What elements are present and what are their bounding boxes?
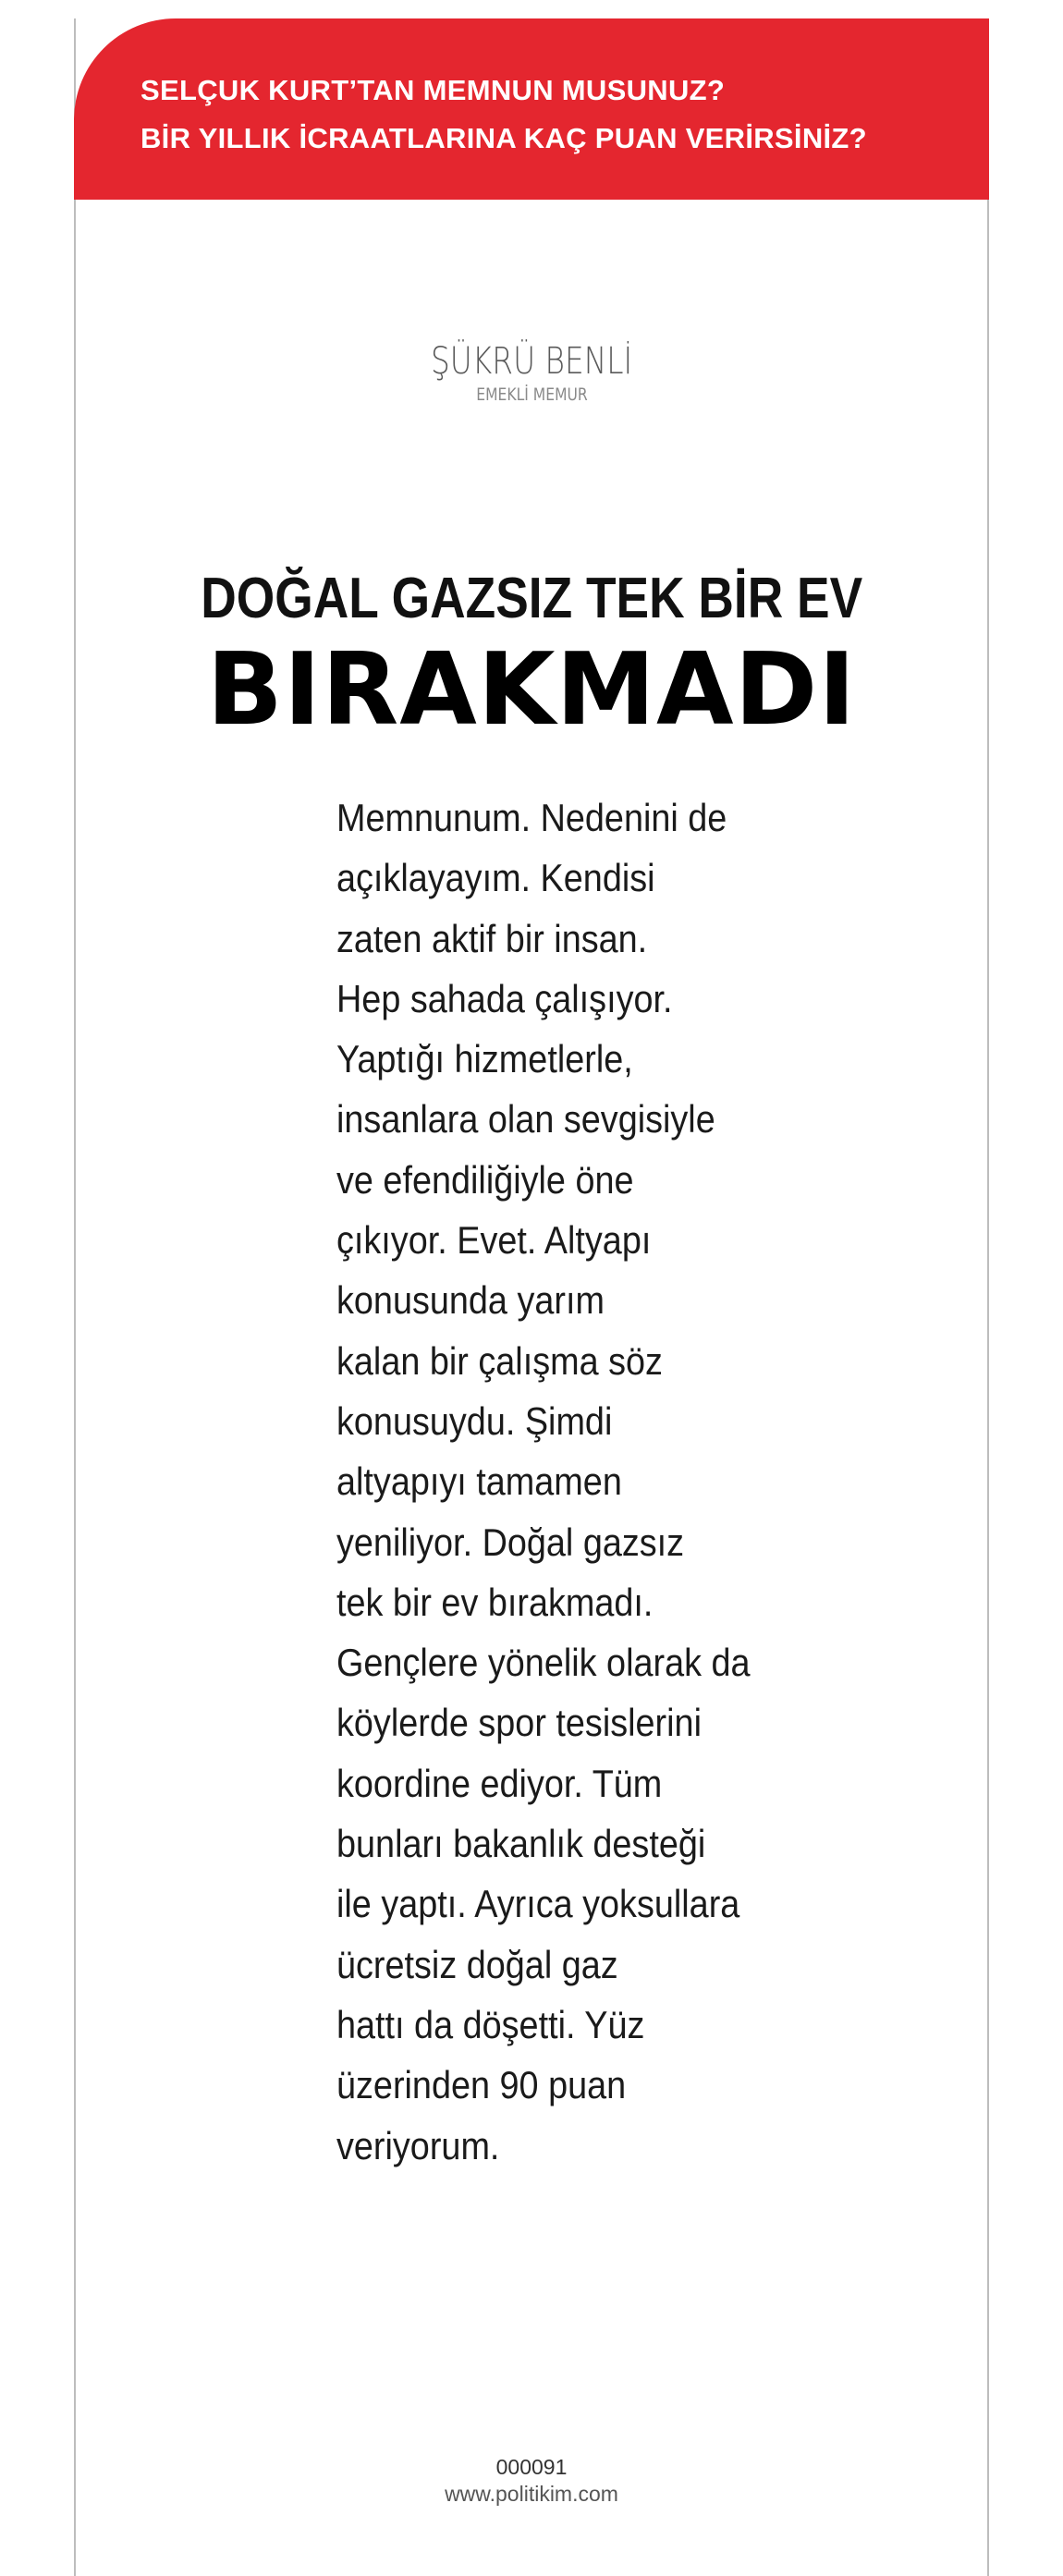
footer-website: www.politikim.com <box>445 2482 618 2506</box>
footer <box>74 2454 989 2508</box>
headline-title: BIRAKMADI <box>206 632 857 748</box>
statement-text <box>336 787 854 2176</box>
statement-line: Gençlere yönelik olarak da <box>336 1641 751 1685</box>
footer-code: 000091 <box>495 2455 568 2479</box>
statement-line: Hep sahada çalışıyor. <box>336 976 673 1020</box>
banner-question-line-1: SELÇUK KURT’TAN MEMNUN MUSUNUZ? <box>141 74 726 106</box>
statement-line: ücretsiz doğal gaz <box>336 1942 618 1986</box>
statement-line: tek bir ev bırakmadı. <box>336 1580 654 1624</box>
respondent-role: EMEKLİ MEMUR <box>475 385 588 405</box>
statement-line: konusuydu. Şimdi <box>336 1398 613 1443</box>
statement-line: insanlara olan sevgisiyle <box>336 1097 715 1141</box>
statement-line: köylerde spor tesislerini <box>336 1701 702 1745</box>
respondent-info <box>74 340 989 405</box>
statement-line: altyapıyı tamamen <box>336 1459 622 1504</box>
statement-line: kalan bir çalışma söz <box>336 1338 663 1383</box>
statement-line: ile yaptı. Ayrıca yoksullara <box>336 1882 740 1926</box>
respondent-name: ŞÜKRÜ BENLİ <box>430 340 633 383</box>
headline <box>74 562 989 748</box>
statement-line: ve efendiliğiyle öne <box>336 1157 634 1202</box>
headline-subtitle: DOĞAL GAZSIZ TEK BİR EV <box>201 567 862 630</box>
statement-line: yeniliyor. Doğal gazsız <box>336 1520 685 1564</box>
statement-line: Memnunum. Nedenini de <box>336 796 727 839</box>
question-banner <box>74 18 989 200</box>
statement-line: konusunda yarım <box>336 1278 605 1323</box>
statement-line: hattı da döşetti. Yüz <box>336 2002 645 2046</box>
statement-line: üzerinden 90 puan <box>336 2063 627 2107</box>
statement-line: Yaptığı hizmetlerle, <box>336 1037 633 1081</box>
statement-line: veriyorum. <box>336 2123 500 2167</box>
banner-question-line-2: BİR YILLIK İCRAATLARINA KAÇ PUAN VERİRSİNİZ? <box>141 122 867 154</box>
statement-line: koordine ediyor. Tüm <box>336 1761 663 1805</box>
statement-line: çıkıyor. Evet. Altyapı <box>336 1218 652 1263</box>
statement-line: zaten aktif bir insan. <box>336 916 648 960</box>
statement-line: açıklayayım. Kendisi <box>336 856 655 900</box>
statement-line: bunları bakanlık desteği <box>336 1822 706 1866</box>
